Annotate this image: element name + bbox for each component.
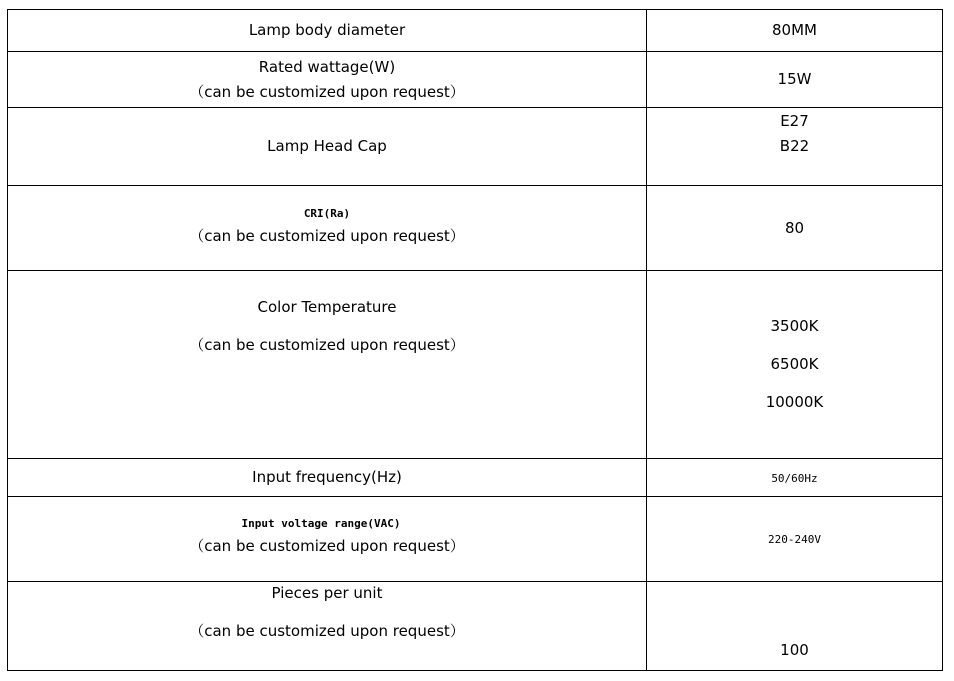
lamp-head-cap-label: Lamp Head Cap — [267, 137, 387, 155]
cri-label: CRI(Ra) — [303, 206, 351, 220]
color-temperature-value: 10000K — [765, 393, 824, 411]
label-cell — [8, 10, 647, 52]
value-cell — [647, 108, 943, 186]
spec-table — [7, 9, 943, 671]
value-cell — [647, 186, 943, 271]
rated-wattage-value: 15W — [777, 70, 812, 88]
label-cell — [8, 271, 647, 459]
label-cell — [8, 52, 647, 108]
customizable-note: （can be customized upon request） — [189, 82, 465, 101]
value-cell — [647, 271, 943, 459]
input-voltage-range-value: 220-240V — [768, 533, 821, 546]
table-row — [8, 10, 943, 52]
input-voltage-range-label: Input voltage range(VAC) — [241, 516, 401, 530]
table-row — [8, 459, 943, 497]
lamp-body-diameter-value: 80MM — [772, 21, 817, 39]
table-row — [8, 52, 943, 108]
color-temperature-label: Color Temperature — [257, 298, 397, 316]
value-cell — [647, 497, 943, 582]
input-frequency-value: 50/60Hz — [771, 471, 818, 485]
value-cell — [647, 52, 943, 108]
table-row — [8, 186, 943, 271]
cri-value: 80 — [784, 218, 805, 237]
pieces-per-unit-label: Pieces per unit — [271, 583, 383, 602]
label-cell — [8, 186, 647, 271]
input-frequency-label: Input frequency(Hz) — [252, 468, 402, 486]
customizable-note: （can be customized upon request） — [189, 336, 465, 354]
customizable-note: （can be customized upon request） — [189, 536, 465, 555]
table-row — [8, 271, 943, 459]
label-cell — [8, 459, 647, 497]
color-temperature-value: 6500K — [770, 355, 819, 373]
customizable-note: （can be customized upon request） — [189, 621, 465, 640]
lamp-body-diameter-label: Lamp body diameter — [248, 21, 406, 39]
color-temperature-value: 3500K — [770, 317, 819, 335]
value-cell — [647, 459, 943, 497]
label-cell — [8, 582, 647, 671]
table-row — [8, 108, 943, 186]
value-cell — [647, 582, 943, 671]
value-cell — [647, 10, 943, 52]
table-row — [8, 582, 943, 671]
lamp-head-cap-value: B22 — [779, 136, 810, 155]
label-cell — [8, 108, 647, 186]
table-row — [8, 497, 943, 582]
lamp-head-cap-value: E27 — [780, 111, 809, 130]
rated-wattage-label: Rated wattage(W) — [258, 57, 396, 76]
pieces-per-unit-value: 100 — [780, 640, 809, 659]
label-cell — [8, 497, 647, 582]
customizable-note: （can be customized upon request） — [189, 226, 465, 245]
